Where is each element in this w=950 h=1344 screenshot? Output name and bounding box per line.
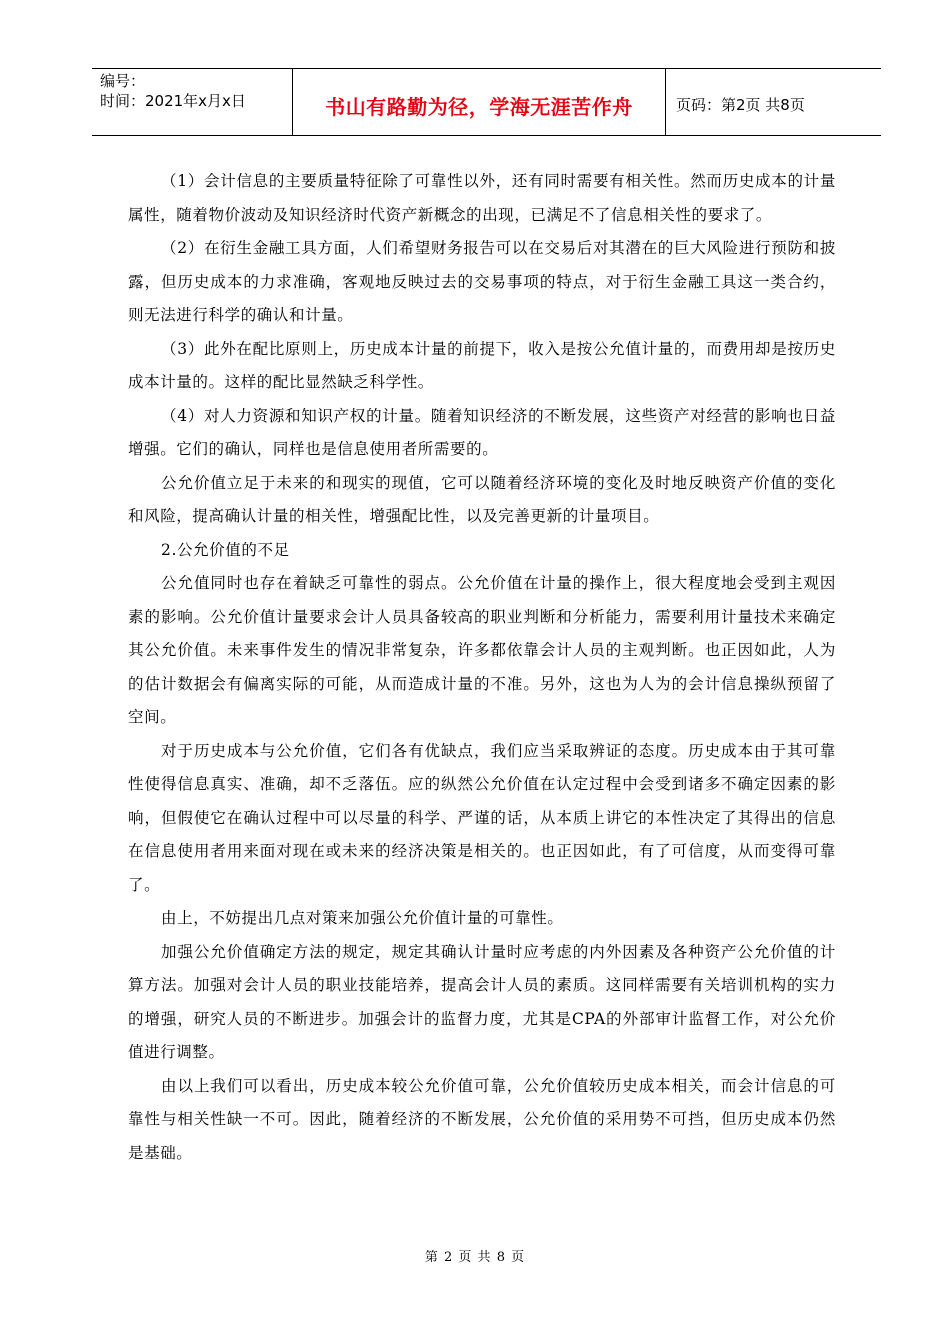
paragraph: 由上，不妨提出几点对策来加强公允价值计量的可靠性。 bbox=[161, 909, 564, 927]
header-meta-cell bbox=[92, 69, 293, 135]
paragraph: （3）此外在配比原则上，历史成本计量的前提下，收入是按公允值计量的，而费用却是按历史成本计量的。这样的配比显然缺乏科学性。 bbox=[128, 339, 836, 391]
section-heading: 2.公允价值的不足 bbox=[161, 540, 290, 559]
paragraph: （1）会计信息的主要质量特征除了可靠性以外，还有同时需要有相关性。然而历史成本的计量属性，随着物价波动及知识经济时代资产新概念的出现，已满足不了信息相关性的要求了。 bbox=[128, 172, 836, 224]
paragraph: （2）在衍生金融工具方面，人们希望财务报告可以在交易后对其潜在的巨大风险进行预防和披露，但历史成本的力求准确，客观地反映过去的交易事项的特点，对于衍生金融工具这一类合约，则无法进行科学的确认和计量。 bbox=[128, 239, 836, 324]
paragraph: 公允值同时也存在着缺乏可靠性的弱点。公允价值在计量的操作上，很大程度地会受到主观因素的影响。公允价值计量要求会计人员具备较高的职业判断和分析能力，需要利用计量技术来确定其公允价值。未来事件发生的情况非常复杂，许多都依靠会计人员的主观判断。也正因如此，人为的估计数据会有偏离实际的可能，从而造成计量的不准。另外，这也为人为的会计信息操纵预留了空间。 bbox=[128, 574, 836, 726]
header-page-code: 页码：第2页 共8页 bbox=[676, 95, 805, 114]
document-body bbox=[128, 165, 836, 1170]
paragraph: 公允价值立足于未来的和现实的现值，它可以随着经济环境的变化及时地反映资产价值的变化和风险，提高确认计量的相关性，增强配比性，以及完善更新的计量项目。 bbox=[128, 473, 836, 525]
paragraph: 对于历史成本与公允价值，它们各有优缺点，我们应当采取辨证的态度。历史成本由于其可靠性使得信息真实、准确，却不乏落伍。应的纵然公允价值在认定过程中会受到诸多不确定因素的影响，但假使它在确认过程中可以尽量的科学、严谨的话，从本质上讲它的本性决定了其得出的信息在信息使用者用来面对现在或未来的经济决策是相关的。也正因如此，有了可信度，从而变得可靠了。 bbox=[128, 741, 836, 894]
paragraph: 加强公允价值确定方法的规定，规定其确认计量时应考虑的内外因素及各种资产公允价值的计算方法。加强对会计人员的职业技能培养，提高会计人员的素质。这同样需要有关培训机构的实力的增强，研究人员的不断进步。加强会计的监督力度，尤其是CPA的外部审计监督工作，对公允价值进行调整。 bbox=[128, 942, 836, 1061]
page-footer: 第 2 页 共 8 页 bbox=[424, 1250, 526, 1265]
page-header bbox=[92, 68, 881, 136]
paragraph: 由以上我们可以看出，历史成本较公允价值可靠，公允价值较历史成本相关，而会计信息的可靠性与相关性缺一不可。因此，随着经济的不断发展，公允价值的采用势不可挡，但历史成本仍然是基础。 bbox=[128, 1076, 836, 1162]
header-motto: 书山有路勤为径，学海无涯苦作舟 bbox=[293, 69, 666, 135]
document-time: 时间：2021年x月x日 bbox=[100, 92, 246, 110]
document-number: 编号： bbox=[100, 72, 146, 90]
paragraph: （4）对人力资源和知识产权的计量。随着知识经济的不断发展，这些资产对经营的影响也日益增强。它们的确认，同样也是信息使用者所需要的。 bbox=[128, 406, 836, 458]
